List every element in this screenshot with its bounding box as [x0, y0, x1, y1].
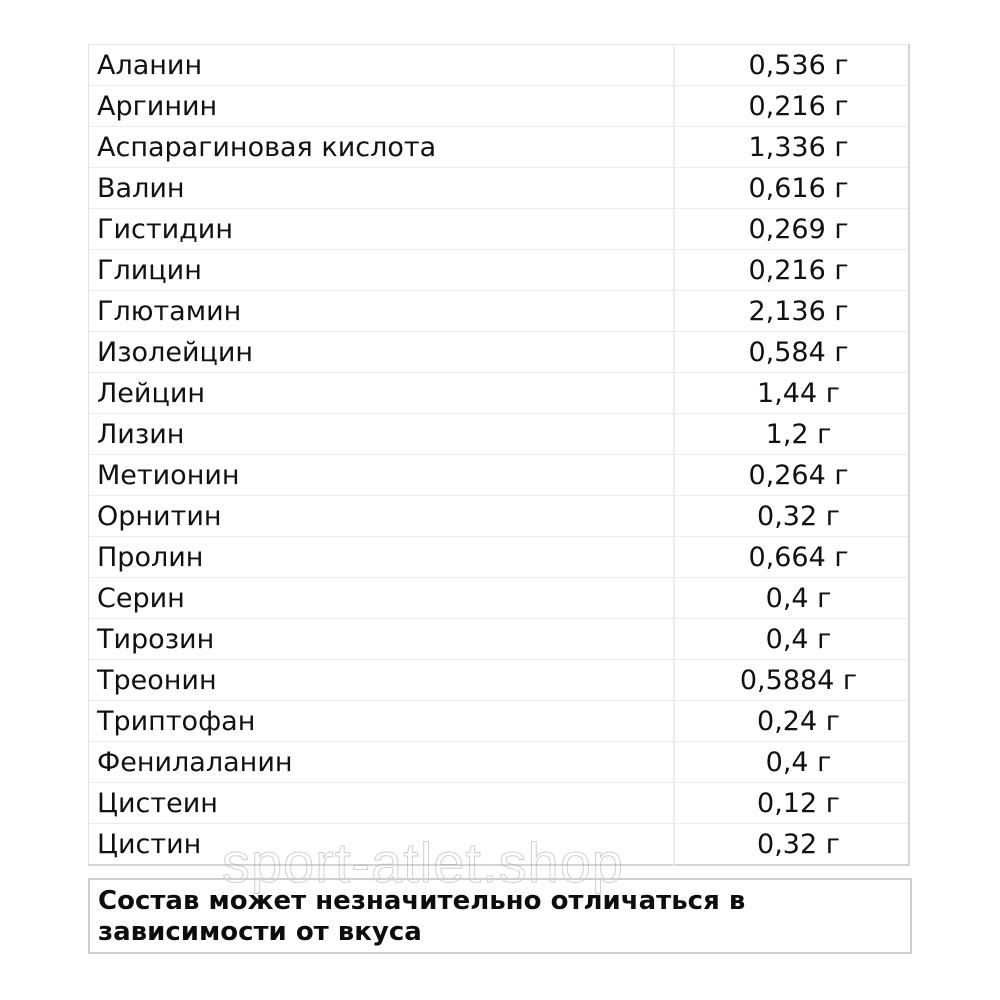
table-row [89, 455, 910, 496]
amino-acid-amount: 0,536 г [674, 45, 909, 86]
table-row [89, 86, 910, 127]
amino-acid-name: Цистеин [89, 783, 675, 824]
table-row [89, 578, 910, 619]
amino-acid-name: Глицин [89, 250, 675, 291]
amino-acid-name: Аргинин [89, 86, 675, 127]
amino-acid-name: Лейцин [89, 373, 675, 414]
table-row [89, 209, 910, 250]
composition-note: Состав может незначительно отличаться в зависимости от вкуса [88, 878, 912, 954]
amino-acid-amount: 0,584 г [674, 332, 909, 373]
table-row [89, 332, 910, 373]
amino-acid-amount: 1,336 г [674, 127, 909, 168]
table-row [89, 824, 910, 866]
table-row [89, 168, 910, 209]
amino-acid-name: Аспарагиновая кислота [89, 127, 675, 168]
amino-acid-name: Лизин [89, 414, 675, 455]
amino-acid-name: Орнитин [89, 496, 675, 537]
table-row [89, 537, 910, 578]
amino-acid-name: Валин [89, 168, 675, 209]
amino-acid-amount: 1,2 г [674, 414, 909, 455]
table-row [89, 414, 910, 455]
amino-acid-amount: 0,216 г [674, 250, 909, 291]
table-row [89, 291, 910, 332]
table-row [89, 783, 910, 824]
amino-acid-name: Фенилаланин [89, 742, 675, 783]
amino-acid-name: Серин [89, 578, 675, 619]
amino-acid-name: Глютамин [89, 291, 675, 332]
amino-acid-amount: 0,664 г [674, 537, 909, 578]
amino-acid-amount: 0,269 г [674, 209, 909, 250]
amino-acid-name: Аланин [89, 45, 675, 86]
amino-acid-amount: 0,5884 г [674, 660, 909, 701]
amino-acid-amount: 0,264 г [674, 455, 909, 496]
amino-acid-table [88, 44, 910, 866]
table-row [89, 45, 910, 86]
amino-acid-amount: 2,136 г [674, 291, 909, 332]
table-row [89, 373, 910, 414]
amino-acid-amount: 0,4 г [674, 578, 909, 619]
amino-acid-name: Триптофан [89, 701, 675, 742]
table-row [89, 250, 910, 291]
amino-acid-amount: 0,12 г [674, 783, 909, 824]
amino-acid-amount: 0,4 г [674, 619, 909, 660]
table-row [89, 742, 910, 783]
amino-acid-amount: 0,24 г [674, 701, 909, 742]
amino-acid-amount: 1,44 г [674, 373, 909, 414]
amino-acid-name: Тирозин [89, 619, 675, 660]
amino-acid-amount: 0,216 г [674, 86, 909, 127]
amino-acid-name: Гистидин [89, 209, 675, 250]
amino-acid-amount: 0,32 г [757, 828, 840, 860]
amino-acid-name: Пролин [89, 537, 675, 578]
amino-acid-name: Треонин [89, 660, 675, 701]
amino-acid-table-body [89, 45, 910, 866]
table-row [89, 127, 910, 168]
amino-acid-name: Изолейцин [89, 332, 675, 373]
amino-acid-name: Метионин [89, 455, 675, 496]
table-row [89, 660, 910, 701]
table-row [89, 496, 910, 537]
table-row [89, 619, 910, 660]
amino-acid-amount: 0,4 г [674, 742, 909, 783]
amino-acid-amount: 0,32 г [674, 496, 909, 537]
amino-acid-amount: 0,616 г [674, 168, 909, 209]
watermark: sport-atlet.shop [222, 831, 624, 894]
amino-acid-name: Цистин [89, 824, 675, 866]
table-row [89, 701, 910, 742]
